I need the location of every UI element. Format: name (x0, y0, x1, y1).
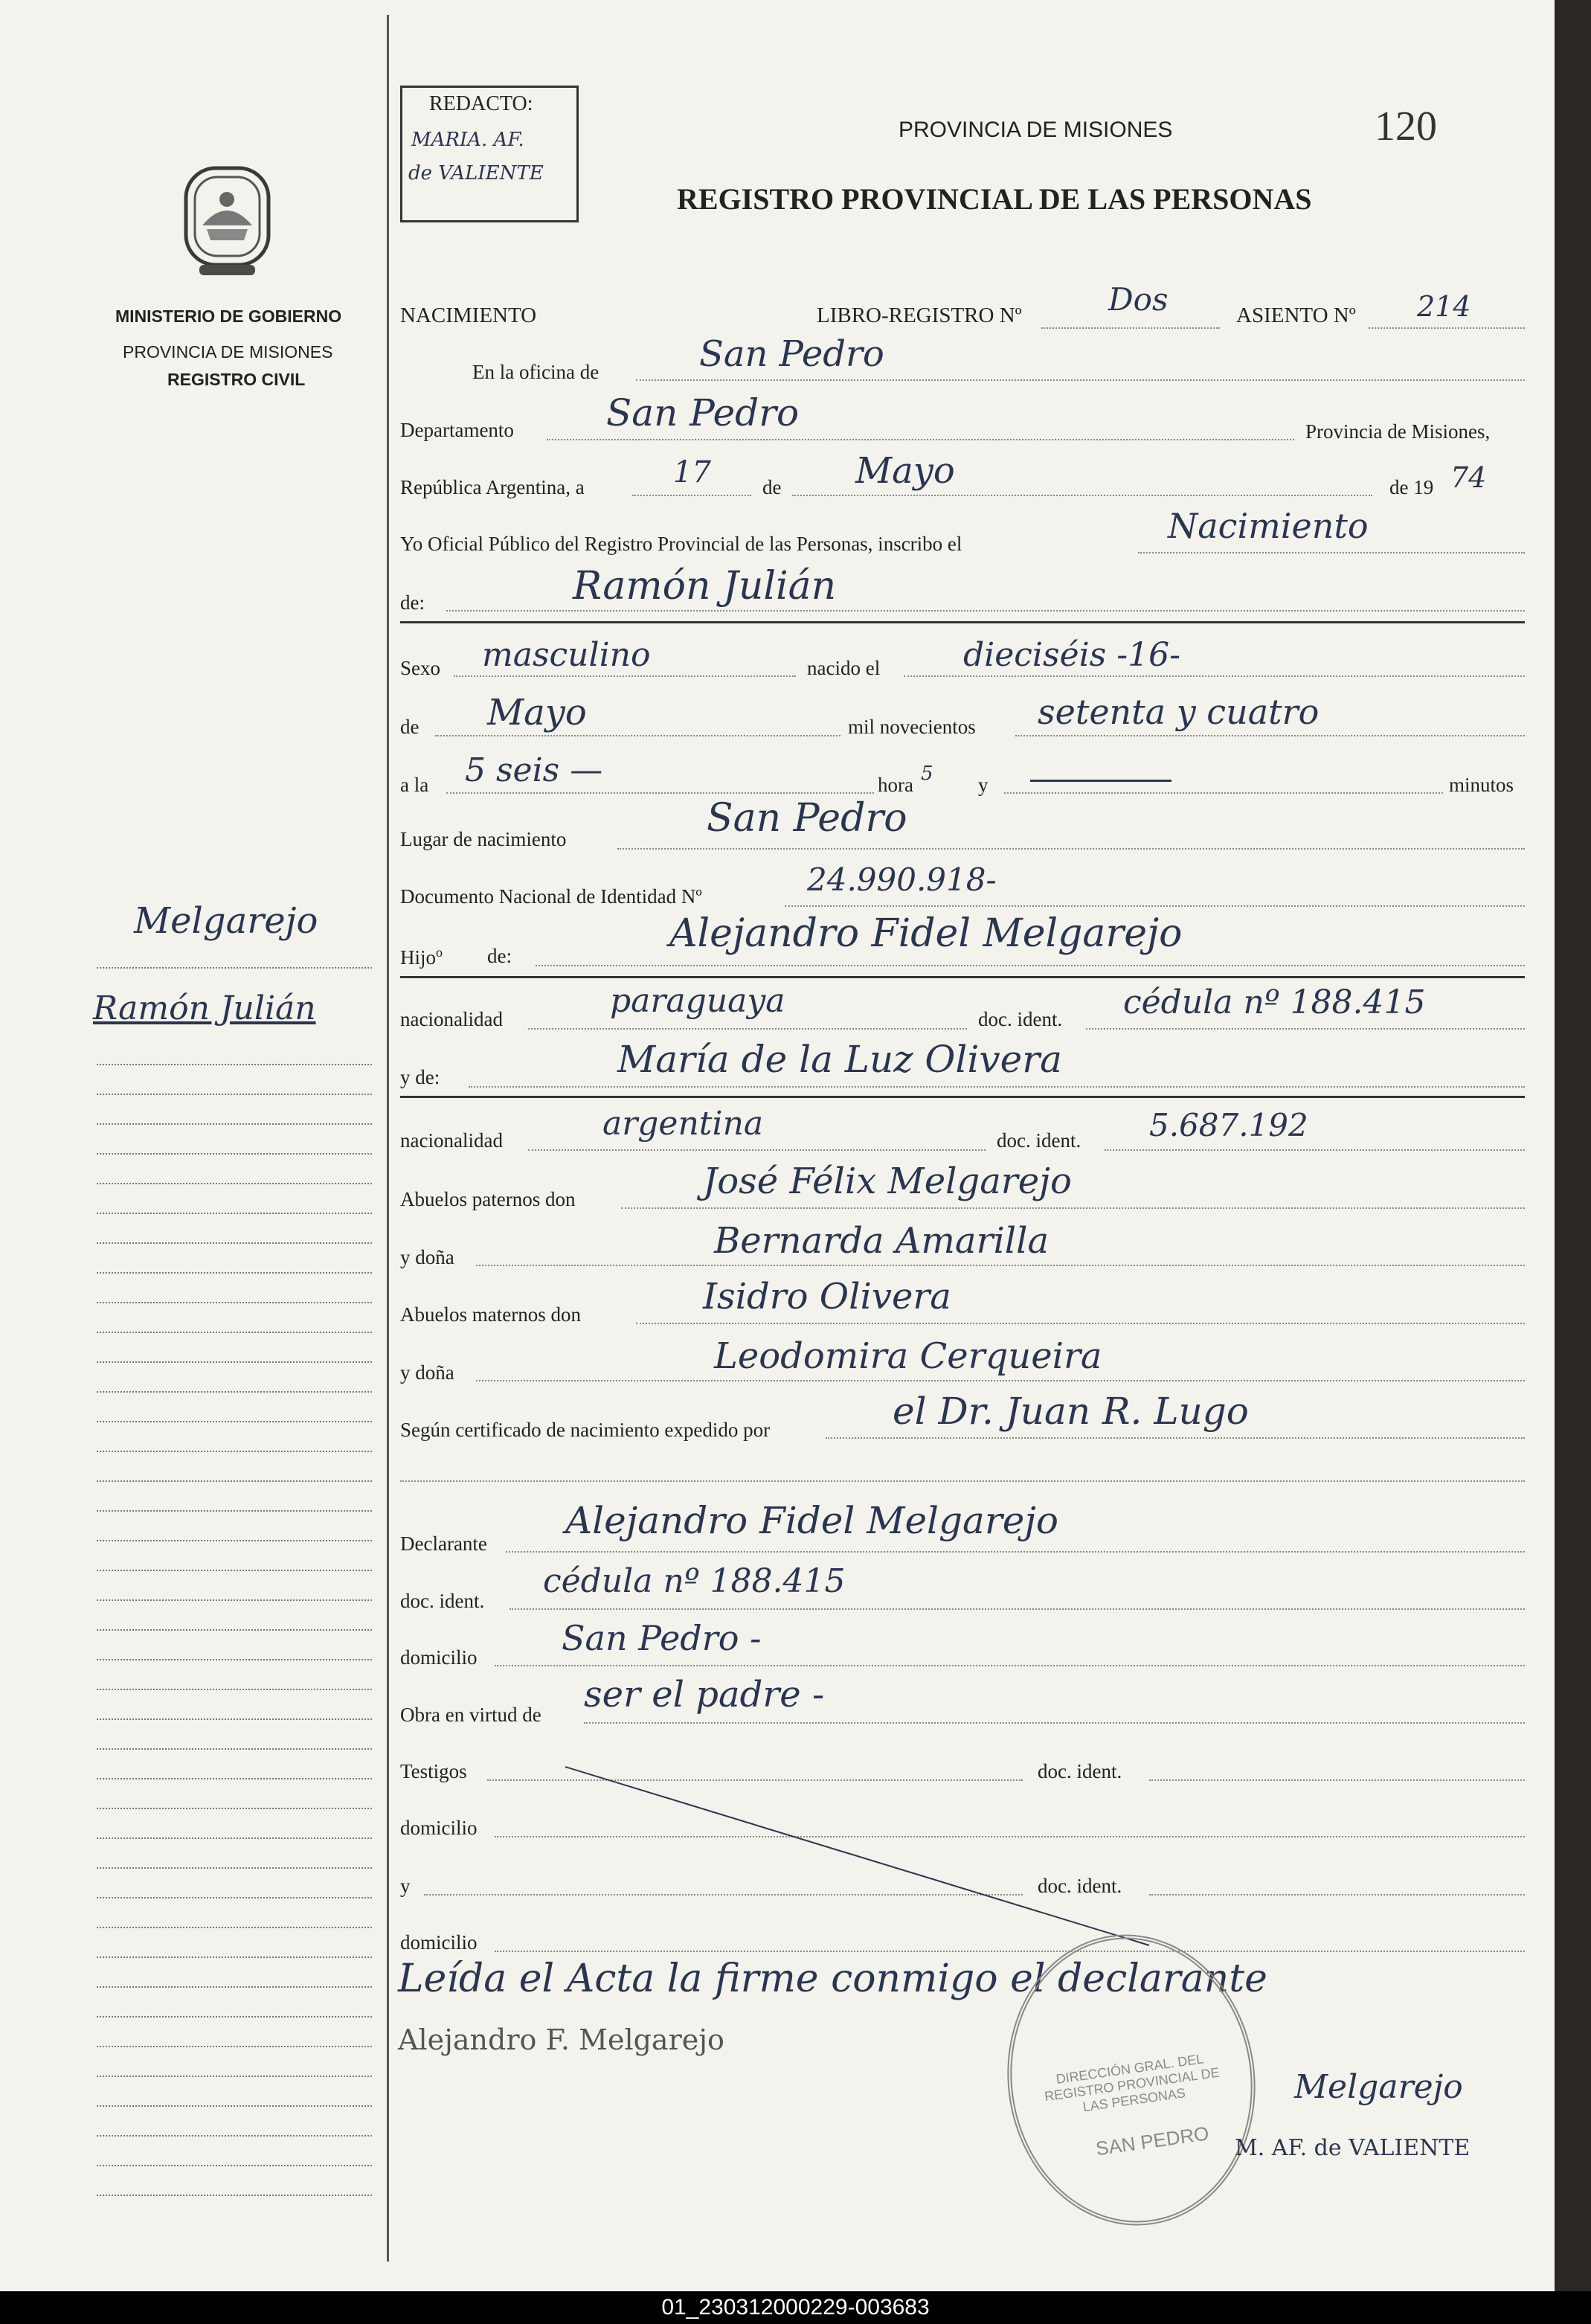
obra-value: ser el padre - (584, 1674, 825, 1715)
margin-line (97, 1480, 372, 1482)
testigos-doc-label: doc. ident. (1038, 1760, 1122, 1782)
margin-line (97, 1183, 372, 1184)
margin-line (97, 1867, 372, 1869)
libro-label: LIBRO-REGISTRO Nº (817, 304, 1022, 327)
margin-line (97, 1302, 372, 1303)
margin-line (97, 1897, 372, 1898)
margin-line (97, 1718, 372, 1720)
margin-line (97, 1599, 372, 1601)
margin-line (97, 1213, 372, 1214)
testigo2-doc-label: doc. ident. (1038, 1875, 1122, 1897)
margin-given-names: Ramón Julián (93, 989, 316, 1027)
margin-line (97, 1094, 372, 1095)
padre-nac-value: paraguaya (610, 982, 785, 1020)
sexo-value: masculino (482, 636, 651, 674)
province-emblem-icon (177, 155, 277, 281)
margin-line (97, 1391, 372, 1393)
ministerio-label: MINISTERIO DE GOBIERNO (115, 306, 342, 326)
inscribo-value: Nacimiento (1168, 506, 1369, 546)
abuelo-paterno-value: José Félix Melgarejo (703, 1161, 1072, 1202)
de-label-2: de: (400, 591, 425, 614)
departamento-label: Departamento (400, 419, 514, 441)
hijo-de-label: de: (487, 945, 512, 967)
certificado-label: Según certificado de nacimiento expedido por (400, 1419, 771, 1441)
padre-value: Alejandro Fidel Melgarejo (669, 911, 1183, 956)
madre-nac-value: argentina (602, 1105, 764, 1143)
mil-value: setenta y cuatro (1038, 692, 1320, 732)
margin-line (97, 1064, 372, 1065)
madre-doc-value: 5.687.192 (1149, 1107, 1308, 1143)
asiento-value: 214 (1417, 290, 1471, 323)
departamento-value: San Pedro (606, 391, 800, 434)
abuelo-materno-value: Isidro Olivera (703, 1276, 951, 1317)
firma-oficial-name: M. AF. de VALIENTE (1235, 2135, 1471, 2161)
obra-label: Obra en virtud de (400, 1704, 541, 1726)
margin-line (97, 1361, 372, 1363)
margin-surname: Melgarejo (134, 900, 318, 942)
abuela-materna-label: y doña (400, 1361, 454, 1384)
seal-text: DIRECCIÓN GRAL. DEL REGISTRO PROVINCIAL DE LAS PERSONAS (1043, 2051, 1221, 2115)
abuela-paterna-label: y doña (400, 1246, 454, 1268)
mil-label: mil novecientos (848, 716, 976, 738)
redacto-label: REDACTO: (429, 92, 533, 115)
padre-nac-label: nacionalidad (400, 1008, 503, 1030)
dni-label: Documento Nacional de Identidad Nº (400, 885, 702, 908)
declarante-label: Declarante (400, 1532, 487, 1555)
folio-number: 120 (1375, 103, 1437, 150)
margin-line (97, 967, 372, 969)
nombre-value: Ramón Julián (573, 564, 837, 609)
redacto-box (400, 86, 579, 222)
certificado-value: el Dr. Juan R. Lugo (893, 1390, 1249, 1433)
provincia-label: PROVINCIA DE MISIONES (123, 342, 333, 362)
testigo2-domicilio-label: domicilio (400, 1931, 478, 1954)
oficial-text: Yo Oficial Público del Registro Provincial de las Personas, inscribo el (400, 533, 962, 555)
de-anio-label: de 19 (1389, 476, 1434, 498)
abuela-paterna-value: Bernarda Amarilla (714, 1220, 1050, 1262)
de-label: de (762, 476, 782, 498)
closing-text: Leída el Acta la firme conmigo el declarante (398, 1957, 1267, 2001)
hora-suffix: 5 (921, 763, 933, 785)
margin-line (97, 1242, 372, 1244)
padre-doc-label: doc. ident. (978, 1008, 1063, 1030)
strike-line (562, 1763, 1157, 1949)
firma-declarante: Alejandro F. Melgarejo (398, 2023, 724, 2056)
y-label: y (978, 774, 989, 796)
margin-line (97, 2195, 372, 2196)
nacido-label: nacido el (807, 657, 881, 679)
binding-edge (1555, 0, 1591, 2291)
margin-line (97, 1689, 372, 1690)
asiento-label: ASIENTO Nº (1236, 304, 1356, 327)
testigos-domicilio-label: domicilio (400, 1817, 478, 1839)
provincia-heading: PROVINCIA DE MISIONES (899, 118, 1173, 142)
madre-doc-label: doc. ident. (997, 1129, 1081, 1152)
abuelos-maternos-label: Abuelos maternos don (400, 1303, 581, 1326)
margin-line (97, 1778, 372, 1779)
margin-line (97, 2135, 372, 2137)
margin-line (97, 1629, 372, 1631)
testigos-label: Testigos (400, 1760, 467, 1782)
margin-line (97, 1570, 372, 1571)
firma-oficial: Melgarejo (1294, 2068, 1463, 2106)
seal-city: SAN PEDRO (1094, 2122, 1211, 2160)
hijo-label: Hijo$^o$ (400, 945, 443, 969)
dni-value: 24.990.918- (807, 861, 997, 898)
oficina-label: En la oficina de (472, 361, 600, 383)
margin-line (97, 1272, 372, 1274)
yde-label: y de: (400, 1066, 440, 1088)
hijo-suffix: o (436, 945, 443, 960)
margin-line (97, 1927, 372, 1928)
lugar-value: San Pedro (707, 796, 907, 841)
hora-value: 5 seis — (465, 751, 603, 789)
testigo-y-label: y (400, 1875, 411, 1897)
hora-label: hora (878, 774, 913, 796)
nacido-value: dieciséis -16- (963, 636, 1180, 674)
de-mes-label: de (400, 716, 420, 738)
ala-label: a la (400, 774, 429, 796)
nacimiento-label: NACIMIENTO (400, 304, 537, 327)
madre-value: María de la Luz Olivera (617, 1038, 1062, 1081)
margin-line (97, 1421, 372, 1422)
margin-line (97, 2165, 372, 2166)
margin-line (97, 1808, 372, 1809)
mes-value: Mayo (855, 450, 955, 492)
padre-doc-value: cédula nº 188.415 (1123, 983, 1426, 1021)
madre-nac-label: nacionalidad (400, 1129, 503, 1152)
redacto-name-1: MARIA. AF. (411, 129, 524, 151)
dia-value: 17 (673, 455, 711, 489)
margin-line (97, 2105, 372, 2107)
margin-line (97, 1153, 372, 1155)
margin-line (97, 1986, 372, 1988)
margin-line (97, 2076, 372, 2077)
provincia-suffix: Provincia de Misiones, (1305, 420, 1491, 443)
abuela-materna-value: Leodomira Cerqueira (714, 1335, 1102, 1377)
domicilio-value: San Pedro - (562, 1618, 762, 1658)
anio-value: 74 (1450, 461, 1487, 494)
declarante-value: Alejandro Fidel Melgarejo (565, 1499, 1058, 1542)
margin-line (97, 1332, 372, 1333)
margin-line (97, 1123, 372, 1125)
oficina-value: San Pedro (699, 333, 884, 375)
registro-civil-label: REGISTRO CIVIL (167, 370, 306, 389)
abuelos-paternos-label: Abuelos paternos don (400, 1188, 576, 1210)
sexo-label: Sexo (400, 657, 440, 679)
margin-line (97, 1510, 372, 1512)
registro-title: REGISTRO PROVINCIAL DE LAS PERSONAS (677, 182, 1312, 216)
image-id-caption: 01_230312000229-003683 (0, 2291, 1591, 2324)
margin-line (97, 1659, 372, 1660)
lugar-label: Lugar de nacimiento (400, 828, 567, 850)
declarante-doc-value: cédula nº 188.415 (543, 1562, 846, 1600)
margin-line (97, 1957, 372, 1958)
margin-line (97, 1451, 372, 1452)
redacto-name-2: de VALIENTE (408, 162, 544, 184)
margin-line (97, 1540, 372, 1541)
declarante-doc-label: doc. ident. (400, 1590, 485, 1612)
margin-line (97, 1748, 372, 1750)
margin-line (97, 1837, 372, 1839)
margin-divider (387, 15, 389, 2262)
domicilio-label: domicilio (400, 1646, 478, 1669)
nacido-mes-value: Mayo (487, 692, 587, 734)
libro-value: Dos (1108, 281, 1169, 318)
margin-line (97, 2016, 372, 2018)
republica-label: República Argentina, a (400, 476, 585, 498)
margin-line (97, 2046, 372, 2047)
minutos-label: minutos (1449, 774, 1514, 796)
